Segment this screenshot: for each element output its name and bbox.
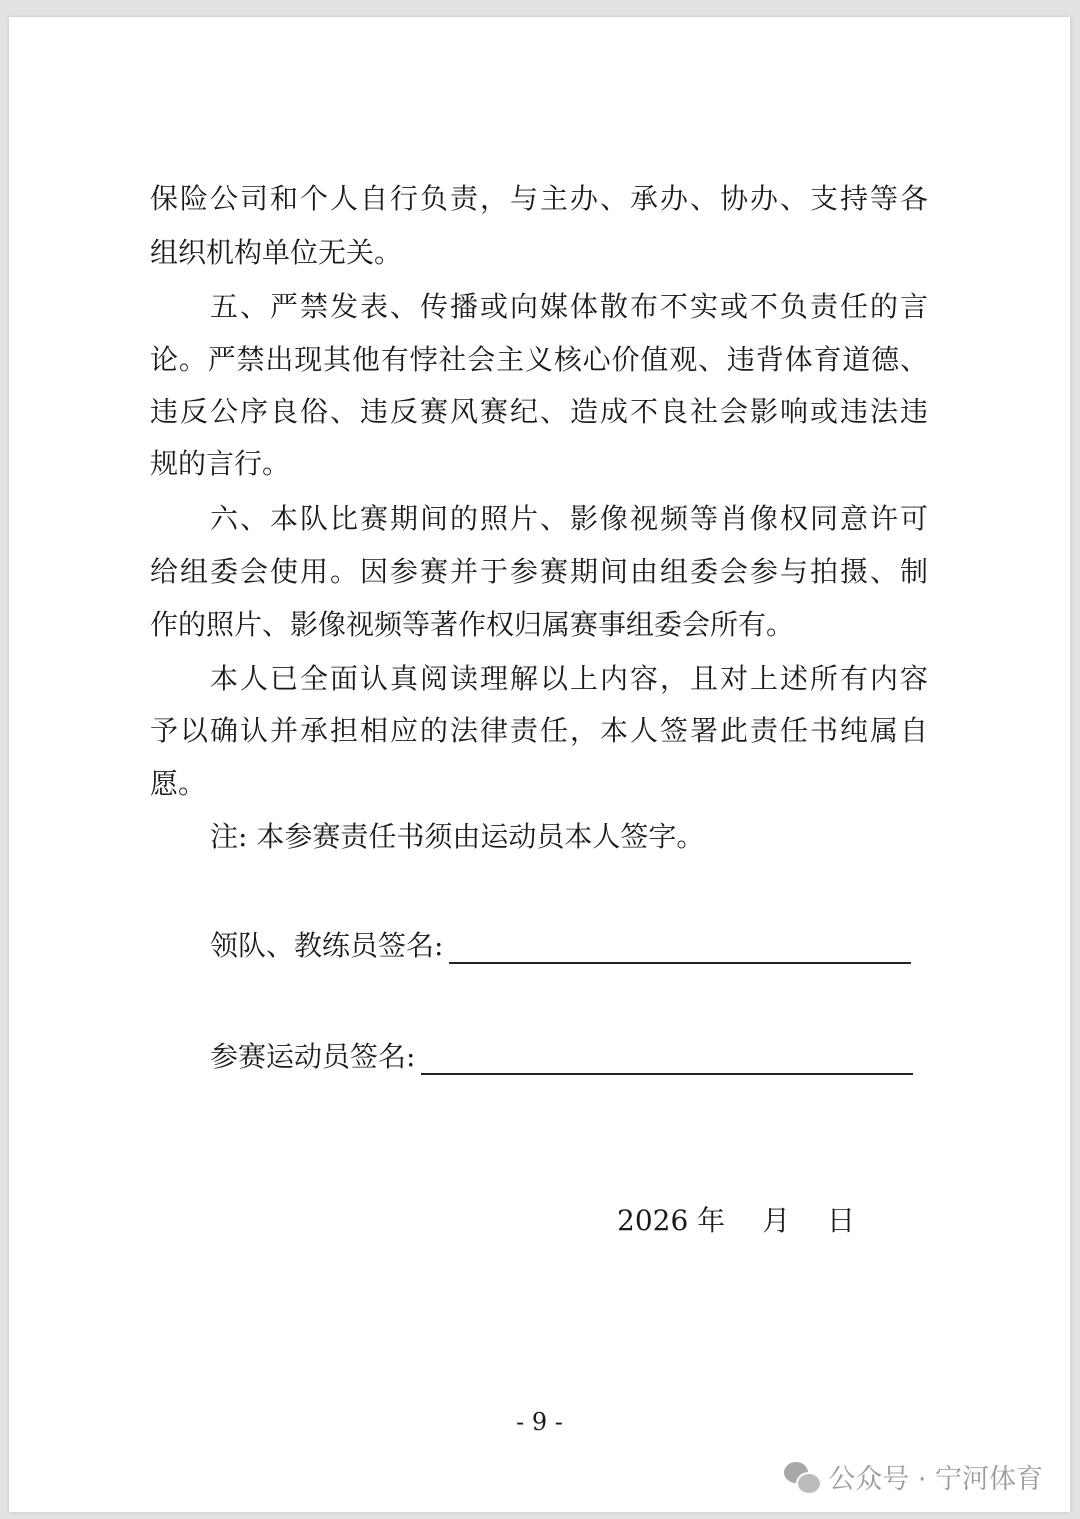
document-page: [9, 17, 1070, 1512]
date-line: [617, 1203, 883, 1239]
watermark-text: 公众号 · 宁河体育: [828, 1464, 1043, 1495]
text-line: 予以确认并承担相应的法律责任，本人签署此责任书纯属自: [150, 714, 928, 747]
note-line: 注: 本参赛责任书须由运动员本人签字。: [210, 820, 705, 853]
text-line: 愿。: [150, 767, 207, 800]
text-line: 六、本队比赛期间的照片、影像视频等肖像权同意许可: [210, 502, 928, 535]
text-line: 本人已全面认真阅读理解以上内容，且对上述所有内容: [210, 662, 928, 695]
text-line: 论。严禁出现其他有悖社会主义核心价值观、违背体育道德、: [150, 343, 928, 376]
text-line: 作的照片、影像视频等著作权归属赛事组委会所有。: [150, 608, 795, 641]
text-line: 五、严禁发表、传播或向媒体散布不实或不负责任的言: [210, 290, 928, 323]
watermark: [784, 1457, 1043, 1496]
text-line: 规的言行。: [150, 447, 291, 480]
date-year: 2026 年: [617, 1204, 726, 1237]
wechat-icon: [784, 1462, 820, 1492]
date-day: 日: [827, 1204, 856, 1237]
leader-signature-label: 领队、教练员签名:: [210, 929, 444, 962]
athlete-signature-label: 参赛运动员签名:: [210, 1040, 416, 1073]
date-month: 月: [762, 1204, 791, 1237]
signature-line: [449, 944, 911, 964]
text-line: 组织机构单位无关。: [150, 236, 403, 269]
text-line: 给组委会使用。因参赛并于参赛期间由组委会参与拍摄、制: [150, 555, 928, 588]
text-line: 保险公司和个人自行负责，与主办、承办、协办、支持等各: [150, 182, 928, 215]
athlete-signature-field[interactable]: [210, 1039, 913, 1075]
text-line: 违反公序良俗、违反赛风赛纪、造成不良社会影响或违法违: [150, 395, 928, 428]
leader-signature-field[interactable]: [210, 928, 911, 964]
signature-line: [421, 1055, 913, 1075]
page-number: - 9 -: [516, 1408, 563, 1436]
